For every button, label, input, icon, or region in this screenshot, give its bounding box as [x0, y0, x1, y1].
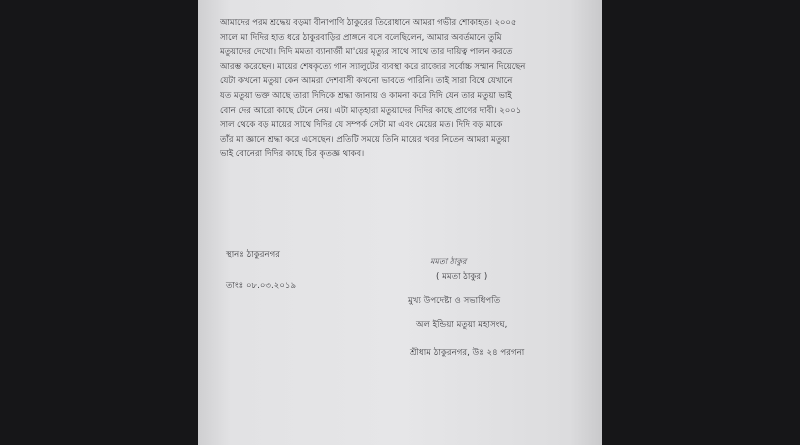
letter-line: সালে মা দিদির হাত ধরে ঠাকুরবাড়ির প্রাঙ্গনে বসে বলেছিলেন, আমার অবর্তমানে তুমি: [220, 32, 502, 43]
letter-line: মতুয়াদের দেখো। দিদি মমতা ব্যানার্জী মা'য়ের মৃত্যুর সাথে সাথে তার দায়িত্ব পালন করতে: [220, 47, 513, 58]
organization-address: শ্রীধাম ঠাকুরনগর, উঃ ২৪ পরগনা: [410, 348, 525, 358]
letter-line: তাঁর মা জ্ঞানে শ্রদ্ধা করে এসেছেন। প্রতিটি সময়ে তিনি মায়ের খবর নিতেন আমরা মতুয়া: [220, 134, 510, 145]
organization-name: অল ইন্ডিয়া মতুয়া মহাসংঘ,: [416, 320, 508, 330]
letter-line: সাল থেকে বড় মায়ের সাথে দিদির যে সম্পর্ক সেটা মা এবং মেয়ের মত। দিদি বড় মাকে: [220, 120, 503, 131]
date-line: তাংঃ ০৮.০৩.২০১৯: [226, 281, 297, 291]
letter-line: যত মতুয়া ভক্ত আছে তারা দিদিকে শ্রদ্ধা জানায় ও কামনা করে দিদি যেন তার মতুয়া ভাই: [220, 90, 512, 101]
letter-line: ভাই বোনেরা দিদির কাছে চির কৃতজ্ঞ থাকব।: [220, 149, 365, 160]
letter-line: যেটা কখনো মতুয়া কেন আমরা দেশবাসী কখনো ভাবতে পারিনি। তাই সারা বিশ্বে যেখানে: [220, 76, 513, 87]
signatory-designation: মুখ্য উপদেষ্টা ও সভাধিপতি: [408, 296, 501, 306]
letter-line: আরম্ভ করেছেন। মায়ের শেষকৃত্যে গান স্যালুটের ব্যবস্থা করে রাজ্যের সর্বোচ্চ সম্মান দিয়েছেন: [220, 61, 526, 72]
letter-body: [220, 16, 580, 162]
letter-page: [198, 0, 602, 445]
place-line: স্থানঃ ঠাকুরনগর: [226, 250, 280, 260]
handwritten-signature: মমতা ঠাকুর: [430, 257, 467, 266]
letter-line: আমাদের পরম শ্রদ্ধেয় বড়মা বীনাপাণি ঠাকুরের তিরোধানে আমরা গভীর শোকাহত। ২০০৫: [220, 18, 517, 28]
letter-line: বোন দের আরো কাছে টেনে নেয়। এটা মাতৃহারা মতুয়াদের দিদির কাছে প্রাণের দাবী। ২০০১: [220, 105, 522, 116]
signatory-name: ( মমতা ঠাকুর ): [436, 272, 488, 282]
